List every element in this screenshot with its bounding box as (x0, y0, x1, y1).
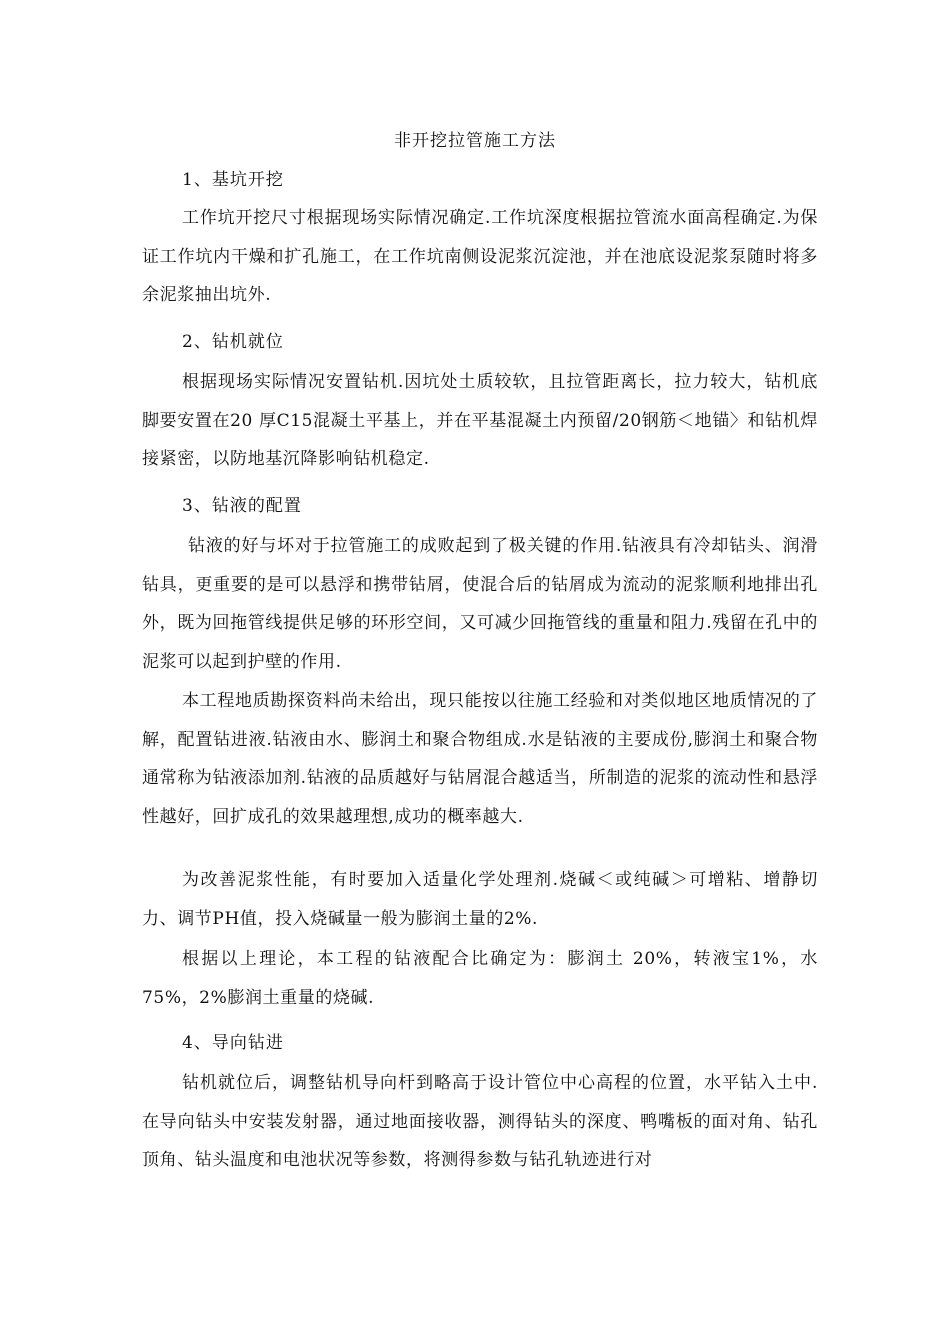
paragraph-excavation: 工作坑开挖尺寸根据现场实际情况确定.工作坑深度根据拉管流水面高程确定.为保证工作坑内干燥和扩孔施工，在工作坑南侧设泥浆沉淀池，并在池底设泥浆泵随时将多余泥浆抽出坑外. (142, 208, 818, 305)
paragraph-guided-drilling: 钻机就位后，调整钻机导向杆到略高于设计管位中心高程的位置，水平钻入土中.在导向钻头中安装发射器，通过地面接收器，测得钻头的深度、鸭嘴板的面对角、钻孔顶角、钻头温度和电池状况等参数，将测得参数与钻孔轨迹进行对 (142, 1073, 818, 1170)
paragraph-drilling-fluid-role: 钻液的好与坏对于拉管施工的成败起到了极关键的作用.钻液具有冷却钻头、润滑钻具，更重要的是可以悬浮和携带钻屑，使混合后的钻屑成为流动的泥浆顺利地排出孔外，既为回拖管线提供足够的环形空间，又可减少回拖管线的重量和阻力.残留在孔中的泥浆可以起到护壁的作用. (142, 536, 818, 672)
section-heading-1: 1、基坑开挖 (182, 170, 284, 190)
paragraph-drill-positioning: 根据现场实际情况安置钻机.因坑处土质较软，且拉管距离长，拉力较大，钻机底脚要安置在20 厚C15混凝土平基上，并在平基混凝土内预留/20钢筋＜地锚〉和钻机焊接紧密，以防地基沉降影响钻机稳定. (142, 372, 818, 469)
section-heading-2: 2、钻机就位 (182, 332, 284, 352)
paragraph-drilling-fluid-composition: 本工程地质勘探资料尚未给出，现只能按以往施工经验和对类似地区地质情况的了解，配置钻进液.钻液由水、膨润土和聚合物组成.水是钻液的主要成份,膨润土和聚合物通常称为钻液添加剂.钻液的品质越好与钻屑混合越适当，所制造的泥浆的流动性和悬浮性越好，回扩成孔的效果越理想,成功的概率越大. (142, 691, 818, 827)
section-heading-3: 3、钻液的配置 (182, 496, 302, 516)
paragraph-mix-ratio: 根据以上理论，本工程的钻液配合比确定为：膨润土 20%，转液宝1%，水75%，2%膨润土重量的烧碱. (142, 949, 818, 1008)
section-heading-4: 4、导向钻进 (182, 1033, 284, 1053)
paragraph-chemical-additive: 为改善泥浆性能，有时要加入适量化学处理剂.烧碱＜或纯碱＞可增粘、增静切力、调节PH值，投入烧碱量一般为膨润土量的2%. (142, 870, 818, 929)
document-title: 非开挖拉管施工方法 (394, 131, 556, 151)
